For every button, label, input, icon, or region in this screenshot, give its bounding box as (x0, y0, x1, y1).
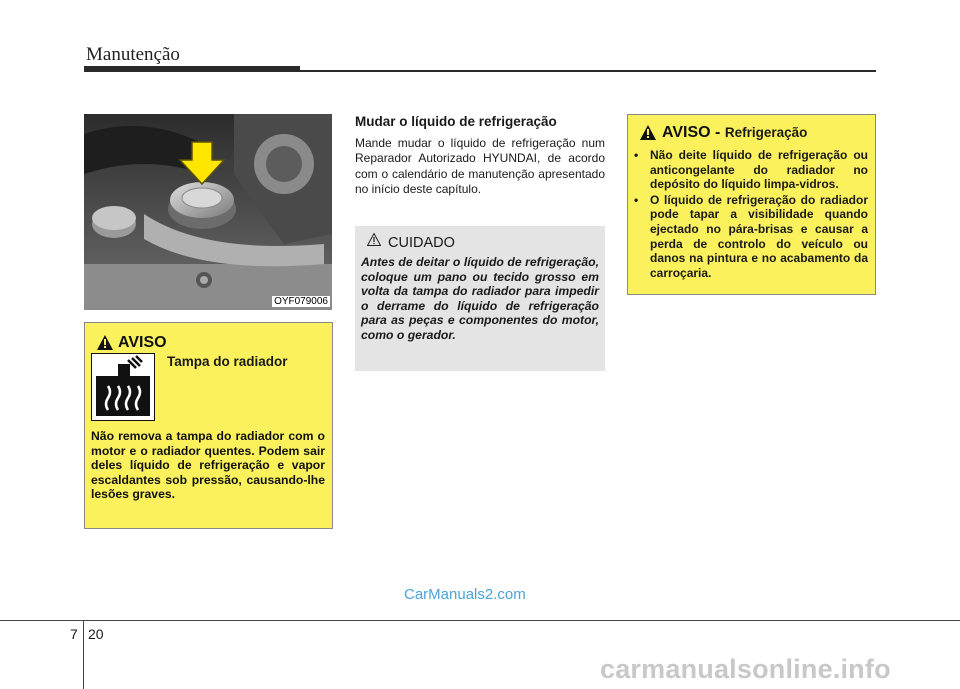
warning-heading: AVISO - (662, 124, 721, 141)
hot-radiator-symbol (91, 353, 155, 421)
footer-rule (0, 620, 960, 621)
caution-box (355, 226, 605, 371)
radiator-cap-illustration (84, 114, 332, 310)
warning-heading: AVISO (118, 334, 167, 351)
footer-divider (83, 621, 84, 689)
engine-photo (84, 114, 332, 310)
header-rule-thick (84, 66, 300, 72)
warning-heading-coolant (662, 124, 807, 142)
page-number: 20 (88, 626, 104, 642)
warning-body: Não remova a tampa do radiador com o motor e o radiador quentes. Podem sair deles líquido de refrigeração e vapor escaldantes sob pressão, causando-lhe lesões graves. (91, 429, 325, 501)
list-item: • Não deite líquido de refrigeração ou anticongelante do radiador no depósito do líquido limpa-vidros. (628, 148, 868, 192)
warning-subtitle: Tampa do radiador (167, 354, 288, 369)
caution-triangle-icon (367, 233, 381, 246)
list-item: • O líquido de refrigeração do radiador pode tapar a visibilidade quando ejectado no pára-brisas e causar a perda de controlo do veículo ou danos na pintura e no acabamento da carroçaria. (628, 193, 868, 281)
section-title: Mudar o líquido de refrigeração (355, 114, 557, 129)
section-body: Mande mudar o líquido de refrigeração num Reparador Autorizado HYUNDAI, de acordo com o calendário de manutenção apresentado no início deste capítulo. (355, 136, 605, 196)
warning-triangle-icon (640, 125, 656, 140)
caution-heading: CUIDADO (388, 235, 455, 251)
chapter-number: 7 (70, 626, 78, 642)
warning-triangle-icon (97, 335, 113, 350)
warning-heading-suffix: Refrigeração (724, 125, 808, 140)
photo-code-label: OYF079006 (274, 296, 328, 307)
warning-list (628, 148, 868, 281)
warning-box-coolant (627, 114, 876, 295)
hot-steam-icon (92, 354, 154, 420)
page-header-title: Manutenção (86, 44, 180, 65)
header-rule-thin (300, 70, 876, 72)
watermark-link[interactable]: CarManuals2.com (404, 586, 526, 603)
caution-body: Antes de deitar o líquido de refrigeração, coloque um pano ou tecido grosso em volta da tampa do radiador para impedir o derrame do líquido de refrigeração para as peças e componentes do motor, como o gerador. (361, 255, 599, 342)
footer-site-link[interactable]: carmanualsonline.info (600, 654, 891, 684)
warning-box-radiator-cap (84, 322, 333, 529)
